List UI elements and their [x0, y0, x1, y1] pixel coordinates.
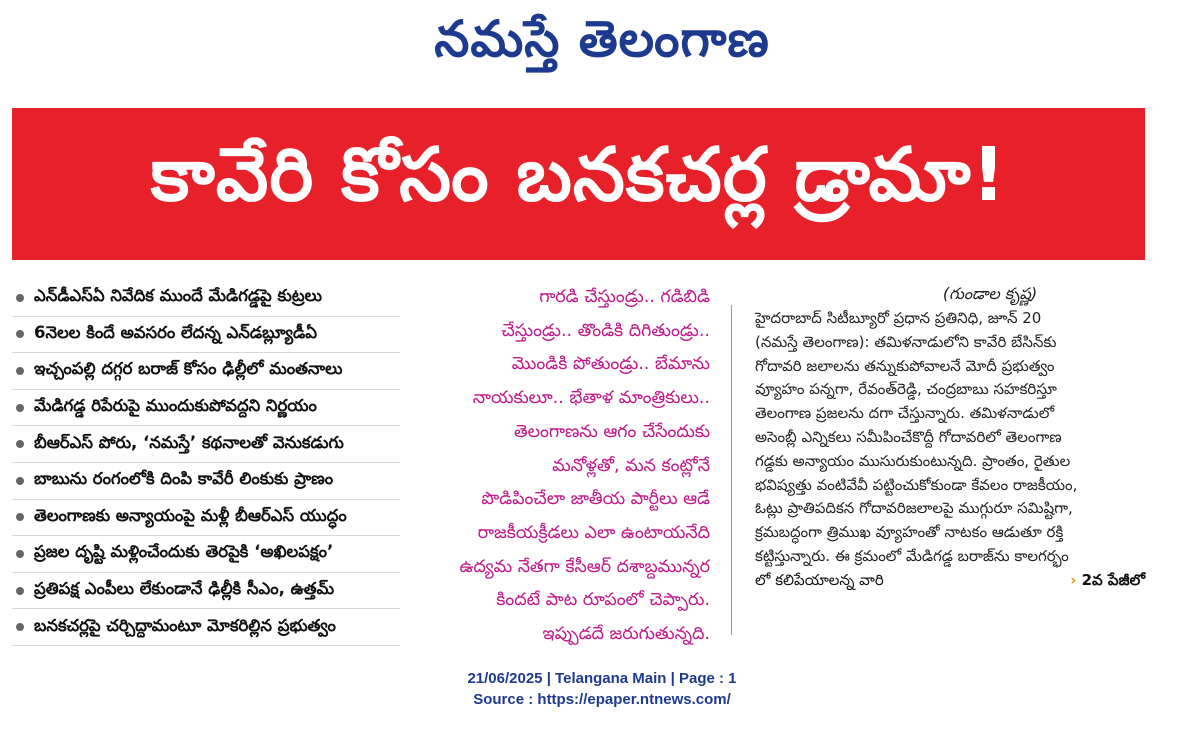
bullet-item: తెలంగాణకు అన్యాయంపై మళ్లీ బీఆర్‌ఎస్ యుద్ధం [12, 500, 400, 537]
article-body [755, 281, 1145, 593]
quote-line: పొడిపించేలా జాతీయ పార్టీలు ఆడే [481, 489, 710, 510]
article-line: (నమస్తే తెలంగాణ): తమిళనాడులోని కావేరి బేసిన్‌కు [755, 332, 1057, 351]
masthead-logo: నమస్తే తెలంగాణ [434, 9, 770, 68]
quote-line: ఉద్యమ నేతగా కేసీఆర్ దశాబ్దమున్నర [459, 556, 710, 577]
bullet-dot-icon [16, 404, 24, 412]
bullet-dot-icon [16, 513, 24, 521]
bullet-dot-icon [16, 330, 24, 338]
pull-quote [418, 281, 710, 652]
footer-date-page: 21/06/2025 | Telangana Main | Page : 1 [467, 670, 737, 687]
bullet-item: 6నెలల కిందే అవసరం లేదన్న ఎన్‌డబ్ల్యూడీఏ [12, 317, 400, 354]
bullet-list [12, 280, 400, 646]
bullet-item: ఎన్‌డీఎస్‌ఏ నివేదిక ముందే మేడిగడ్డపై కుట్రలు [12, 280, 400, 317]
column-divider [731, 305, 732, 635]
article-line: గోదావరి జలాలను తన్నుకుపోవాలనే మోదీ ప్రభుత్వం [755, 356, 1055, 375]
chevron-right-icon: › [1070, 570, 1077, 589]
article-line: అసెంబ్లీ ఎన్నికలు సమీపించేకొద్దీ గోదావరిలో తెలంగాణ [755, 427, 1062, 446]
article-line: భవిష్యత్తు వంటివేవీ పట్టించుకోకుండా కేవలం రాజకీయం, [755, 475, 1078, 494]
article-last-row [755, 569, 1145, 593]
article-line: ఓట్లు ప్రాతిపదికన గోదావరిజలాలపై ముగ్గురూ సమిష్టిగా, [755, 499, 1073, 518]
quote-line: తెలంగాణను ఆగం చేసేందుకు [513, 421, 710, 442]
byline: (గుండాల కృష్ణ) [942, 284, 1038, 303]
bullet-item: ఇచ్చంపల్లి దగ్గర బరాజ్ కోసం ఢిల్లీలో మంతనాలు [12, 353, 400, 390]
quote-line: రాజకీయక్రీడలు ఎలా ఉంటాయనేది [477, 522, 710, 543]
quote-line: మనోళ్లతో, మన కంట్లోనే [552, 455, 710, 476]
quote-line: చేస్తుండ్రు.. తొండికి దిగితుండ్రు.. [501, 320, 710, 341]
bullet-dot-icon [16, 587, 24, 595]
article-line: లో కలిపేయాలన్న వారి [755, 570, 884, 589]
quote-line: నాయకులూ.. భేతాళ మాంత్రికులు.. [472, 388, 710, 409]
bullet-dot-icon [16, 623, 24, 631]
bullet-dot-icon [16, 477, 24, 485]
headline-banner [12, 108, 1145, 260]
quote-line: గారడి చేస్తుండ్రు.. గడిబిడి [539, 287, 710, 307]
bullet-item: బాబును రంగంలోకి దింపి కావేరీ లింకుకు ప్రాణం [12, 463, 400, 500]
bullet-item: ప్రతిపక్ష ఎంపీలు లేకుండానే ఢిల్లీకి సీఎం, ఉత్తమ్ [12, 573, 400, 610]
article-line: హైదరాబాద్ సిటీబ్యూరో ప్రధాన ప్రతినిధి, జూన్ 20 [755, 309, 1042, 327]
article-line: వ్యూహం పన్నగా, రేవంత్‌రెడ్డి, చంద్రబాబు సహకరిస్తూ [755, 380, 1057, 399]
article-line: కట్టిస్తున్నారు. ఈ క్రమంలో మేడిగడ్డ బరాజ్‌ను కాలగర్భం [755, 546, 1069, 565]
bullet-dot-icon [16, 550, 24, 558]
continued-label: 2వ పేజీలో [1081, 570, 1145, 589]
headline: కావేరి కోసం బనకచర్ల డ్రామా! [150, 132, 1007, 218]
bullet-item: ప్రజల దృష్టి మళ్లించేందుకు తెరపైకి ‘అఖిలపక్షం’ [12, 536, 400, 573]
bullet-item: బనకచర్లపై చర్చిద్దామంటూ మోకరిల్లిన ప్రభుత్వం [12, 609, 400, 646]
footer-source: Source : https://epaper.ntnews.com/ [473, 691, 731, 708]
continued-link[interactable] [1070, 569, 1145, 593]
footer [0, 668, 1204, 710]
quote-line: మొండికి పోతుండ్రు.. బేమాను [511, 354, 710, 375]
bullet-dot-icon [16, 294, 24, 302]
bullet-dot-icon [16, 367, 24, 375]
bullet-item: మేడిగడ్డ రిపేరుపై ముందుకుపోవద్దని నిర్ణయం [12, 390, 400, 427]
bullet-dot-icon [16, 440, 24, 448]
article-line: క్రమబద్ధంగా త్రిముఖ వ్యూహంతో నాటకం ఆడుతూ రక్తి [755, 523, 1064, 542]
quote-line: కిందటే పాట రూపంలో చెప్పారు. [496, 590, 710, 611]
article-line: తెలంగాణ ప్రజలను దగా చేస్తున్నారు. తమిళనాడులో [755, 404, 1055, 423]
bullet-item: బీఆర్‌ఎస్ పోరు, ‘నమస్తే’ కథనాలతో వెనుకడుగు [12, 426, 400, 463]
article-line: గడ్డకు అన్యాయం ముసురుకుంటున్నది. ప్రాంతం, రైతుల [755, 451, 1071, 470]
quote-line: ఇప్పుడదే జరుగుతున్నది. [542, 624, 710, 645]
